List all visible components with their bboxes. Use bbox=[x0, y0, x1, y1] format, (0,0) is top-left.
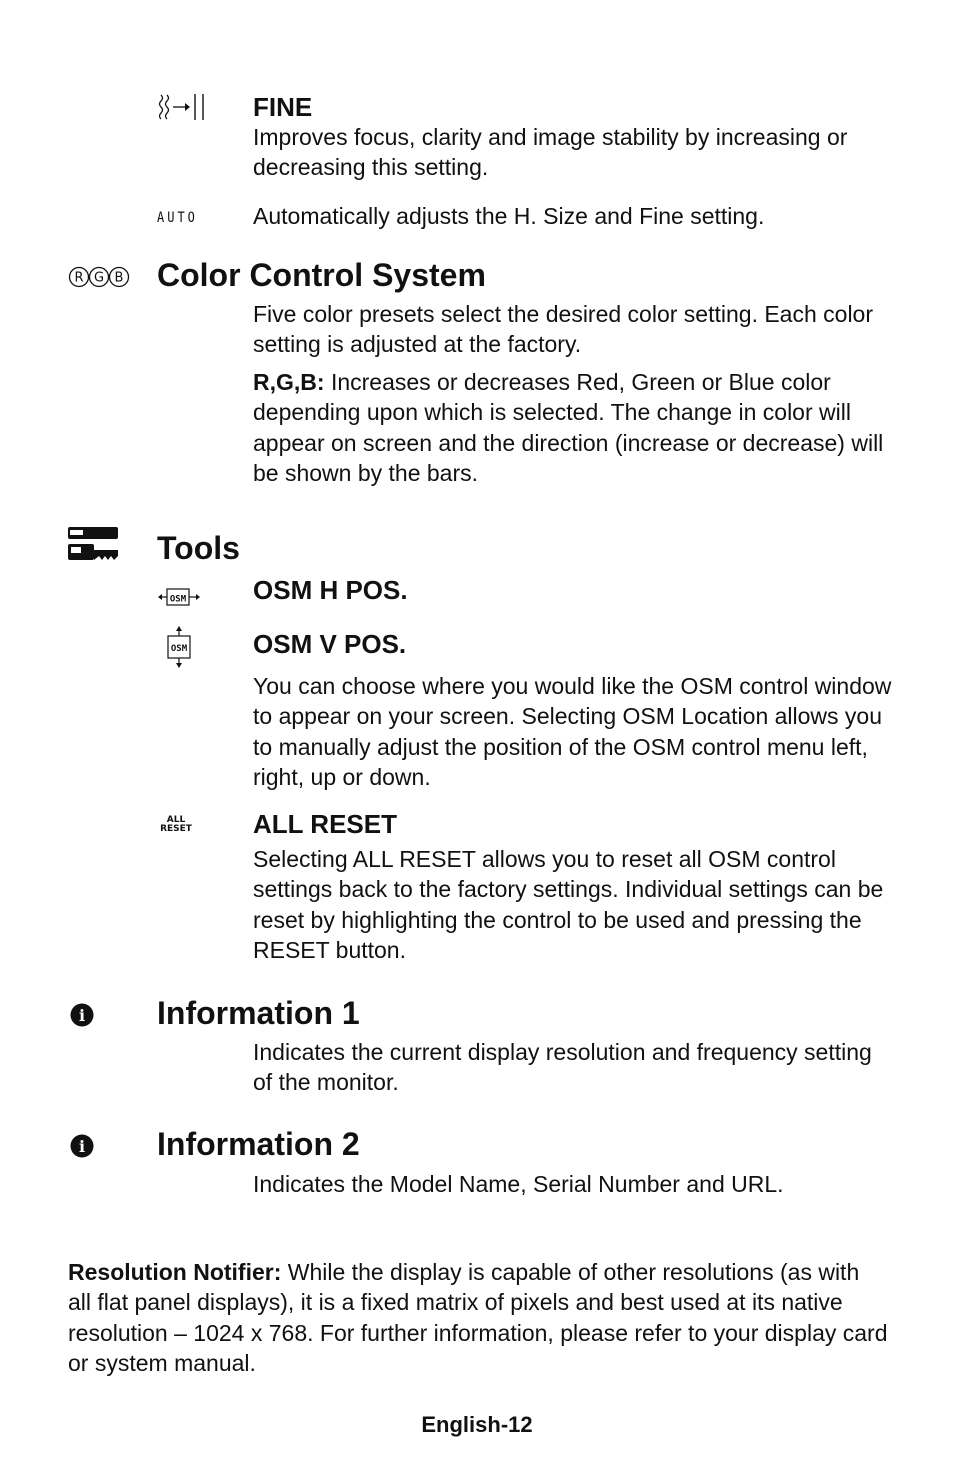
rgb-icon bbox=[68, 265, 130, 289]
auto-icon bbox=[157, 209, 198, 226]
svg-text:G: G bbox=[93, 270, 105, 286]
tools-title: Tools bbox=[157, 530, 240, 566]
osm-h-pos-title: OSM H POS. bbox=[253, 575, 408, 605]
info-2-icon bbox=[70, 1134, 94, 1158]
osm-v-pos-title: OSM V POS. bbox=[253, 629, 407, 659]
osm-position-description: You can choose where you would like the OSM control window to appear on your screen. Selecting OSM Location allows you to manually adjust the position of the OSM control menu left, right, up or down. bbox=[253, 673, 892, 790]
auto-icon-label: AUTO bbox=[157, 208, 198, 226]
info-1-icon-label: i bbox=[78, 1006, 86, 1025]
info-1-title: Information 1 bbox=[157, 995, 360, 1031]
osm-v-pos-icon bbox=[166, 626, 192, 668]
info-2-title: Information 2 bbox=[157, 1126, 360, 1162]
color-control-description: Five color presets select the desired color setting. Each color setting is adjusted at the factory. bbox=[253, 301, 874, 358]
all-reset-icon-line1: ALL bbox=[166, 815, 186, 825]
fine-adjust-icon bbox=[158, 93, 208, 121]
all-reset-description: Selecting ALL RESET allows you to reset all OSM control settings back to the factory settings. Individual settings can be reset by highlighting the control to be used and pressing the RESET button. bbox=[253, 846, 884, 963]
rgb-paragraph bbox=[253, 367, 893, 488]
color-control-title: Color Control System bbox=[157, 257, 486, 293]
info-1-icon bbox=[70, 1003, 94, 1027]
osm-v-icon-label: OSM bbox=[170, 644, 188, 654]
auto-description: Automatically adjusts the H. Size and Fine setting. bbox=[253, 203, 765, 229]
info-1-description: Indicates the current display resolution and frequency setting of the monitor. bbox=[253, 1039, 872, 1096]
svg-text:R: R bbox=[74, 270, 84, 286]
fine-description: Improves focus, clarity and image stability by increasing or decreasing this setting. bbox=[253, 124, 848, 181]
info-2-description: Indicates the Model Name, Serial Number and URL. bbox=[253, 1171, 784, 1197]
fine-title: FINE bbox=[253, 92, 313, 122]
osm-h-icon-label: OSM bbox=[169, 594, 187, 605]
resolution-notifier-label: Resolution Notifier: bbox=[68, 1259, 282, 1285]
info-2-icon-label: i bbox=[78, 1137, 86, 1156]
svg-text:B: B bbox=[114, 270, 124, 286]
all-reset-icon-line2: RESET bbox=[160, 824, 192, 834]
all-reset-title: ALL RESET bbox=[253, 809, 397, 839]
all-reset-icon bbox=[157, 816, 195, 834]
resolution-notifier-text: While the display is capable of other resolutions (as with all flat panel displays), it is a fixed matrix of pixels and best used at its native resolution – 1024 x 768. For further information, please refer to your display card or system manual. bbox=[68, 1259, 888, 1376]
rgb-description: Increases or decreases Red, Green or Blue color depending upon which is selected. The change in color will appear on screen and the direction (increase or decrease) will be shown by the bars. bbox=[253, 369, 884, 486]
rgb-label: R,G,B: bbox=[253, 369, 325, 395]
page-number: English-12 bbox=[421, 1412, 533, 1437]
tools-icon bbox=[68, 527, 118, 563]
resolution-notifier bbox=[68, 1257, 888, 1378]
osm-h-pos-icon bbox=[158, 586, 200, 608]
